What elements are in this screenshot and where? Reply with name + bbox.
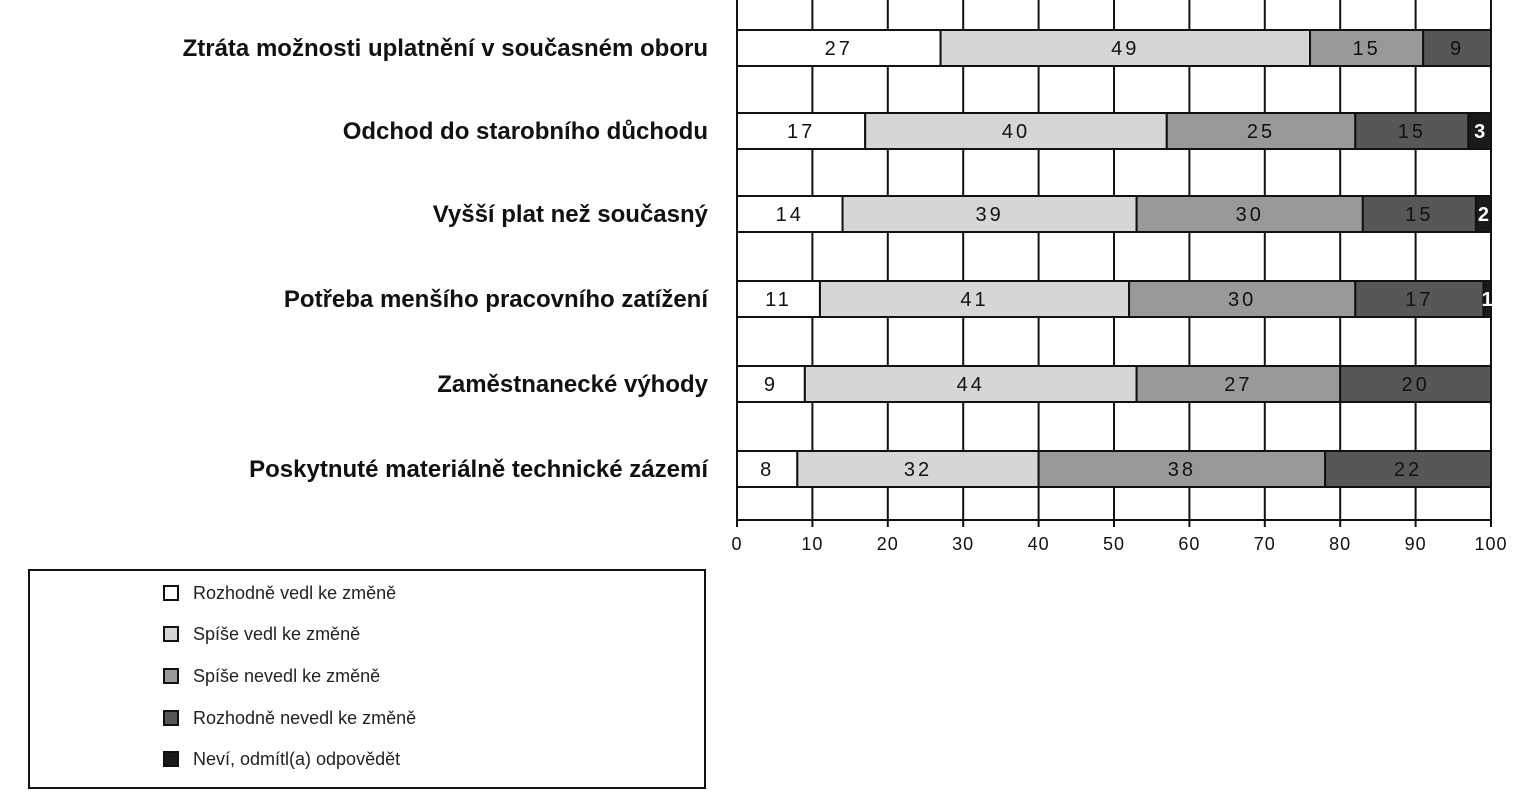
gridlines <box>812 0 1491 520</box>
data-label: 9 <box>1450 38 1465 60</box>
data-label: 8 <box>760 459 775 481</box>
x-tick-label: 30 <box>952 534 975 554</box>
x-tick-label: 80 <box>1329 534 1352 554</box>
data-label: 22 <box>1393 459 1423 481</box>
legend-swatch <box>163 585 179 601</box>
data-label: 38 <box>1167 459 1196 481</box>
data-label: 25 <box>1246 121 1276 143</box>
legend-swatch <box>163 710 179 726</box>
legend-label: Spíše vedl ke změně <box>193 623 361 644</box>
data-label: 41 <box>960 289 989 311</box>
data-label: 15 <box>1397 121 1426 143</box>
category-label: Poskytnuté materiálně technické zázemí <box>249 456 708 483</box>
legend-item <box>163 623 360 645</box>
legend-label: Rozhodně nevedl ke změně <box>193 707 417 728</box>
legend-swatch <box>163 668 179 684</box>
data-label: 1 <box>1481 289 1493 311</box>
x-tick-label: 40 <box>1027 534 1050 554</box>
data-label: 3 <box>1474 121 1486 143</box>
data-label: 15 <box>1405 204 1434 226</box>
data-label: 49 <box>1111 38 1140 60</box>
legend-item <box>163 582 396 604</box>
category-label: Zaměstnanecké výhody <box>437 371 708 398</box>
legend-label: Spíše nevedl ke změně <box>193 665 381 686</box>
data-label: 30 <box>1235 204 1264 226</box>
x-ticks <box>731 520 1507 554</box>
data-label: 14 <box>775 204 804 226</box>
x-tick-label: 50 <box>1102 534 1126 554</box>
category-label: Ztráta možnosti uplatnění v současném oboru <box>182 35 708 62</box>
data-label: 17 <box>1405 289 1434 311</box>
category-labels <box>183 35 710 483</box>
legend-item <box>163 748 400 770</box>
legend-item <box>163 665 380 687</box>
category-label: Vyšší plat než současný <box>432 201 708 228</box>
x-tick-label: 10 <box>801 534 824 554</box>
x-tick-label: 100 <box>1474 534 1508 554</box>
data-label: 44 <box>956 374 985 396</box>
category-label: Potřeba menšího pracovního zatížení <box>283 286 708 313</box>
category-label: Odchod do starobního důchodu <box>342 118 708 145</box>
x-tick-label: 70 <box>1253 534 1276 554</box>
data-label: 17 <box>786 121 816 143</box>
x-tick-label: 60 <box>1178 534 1201 554</box>
data-label: 20 <box>1401 374 1430 396</box>
legend-item <box>163 707 416 729</box>
data-label: 39 <box>975 204 1004 226</box>
data-label: 27 <box>1224 374 1253 396</box>
x-tick-label: 90 <box>1404 534 1427 554</box>
data-label: 32 <box>903 459 933 481</box>
legend-swatch <box>163 626 179 642</box>
data-label: 27 <box>824 38 853 60</box>
legend <box>28 569 706 789</box>
data-label: 30 <box>1228 289 1257 311</box>
data-label: 15 <box>1352 38 1381 60</box>
legend-label: Rozhodně vedl ke změně <box>193 582 397 603</box>
data-label: 9 <box>763 374 778 396</box>
data-label: 2 <box>1477 204 1490 226</box>
legend-label: Neví, odmítl(a) odpovědět <box>193 748 401 769</box>
legend-swatch <box>163 751 179 767</box>
data-label: 11 <box>765 289 792 311</box>
data-label: 40 <box>1001 121 1031 143</box>
x-tick-label: 20 <box>876 534 899 554</box>
x-tick-label: 0 <box>731 534 743 554</box>
